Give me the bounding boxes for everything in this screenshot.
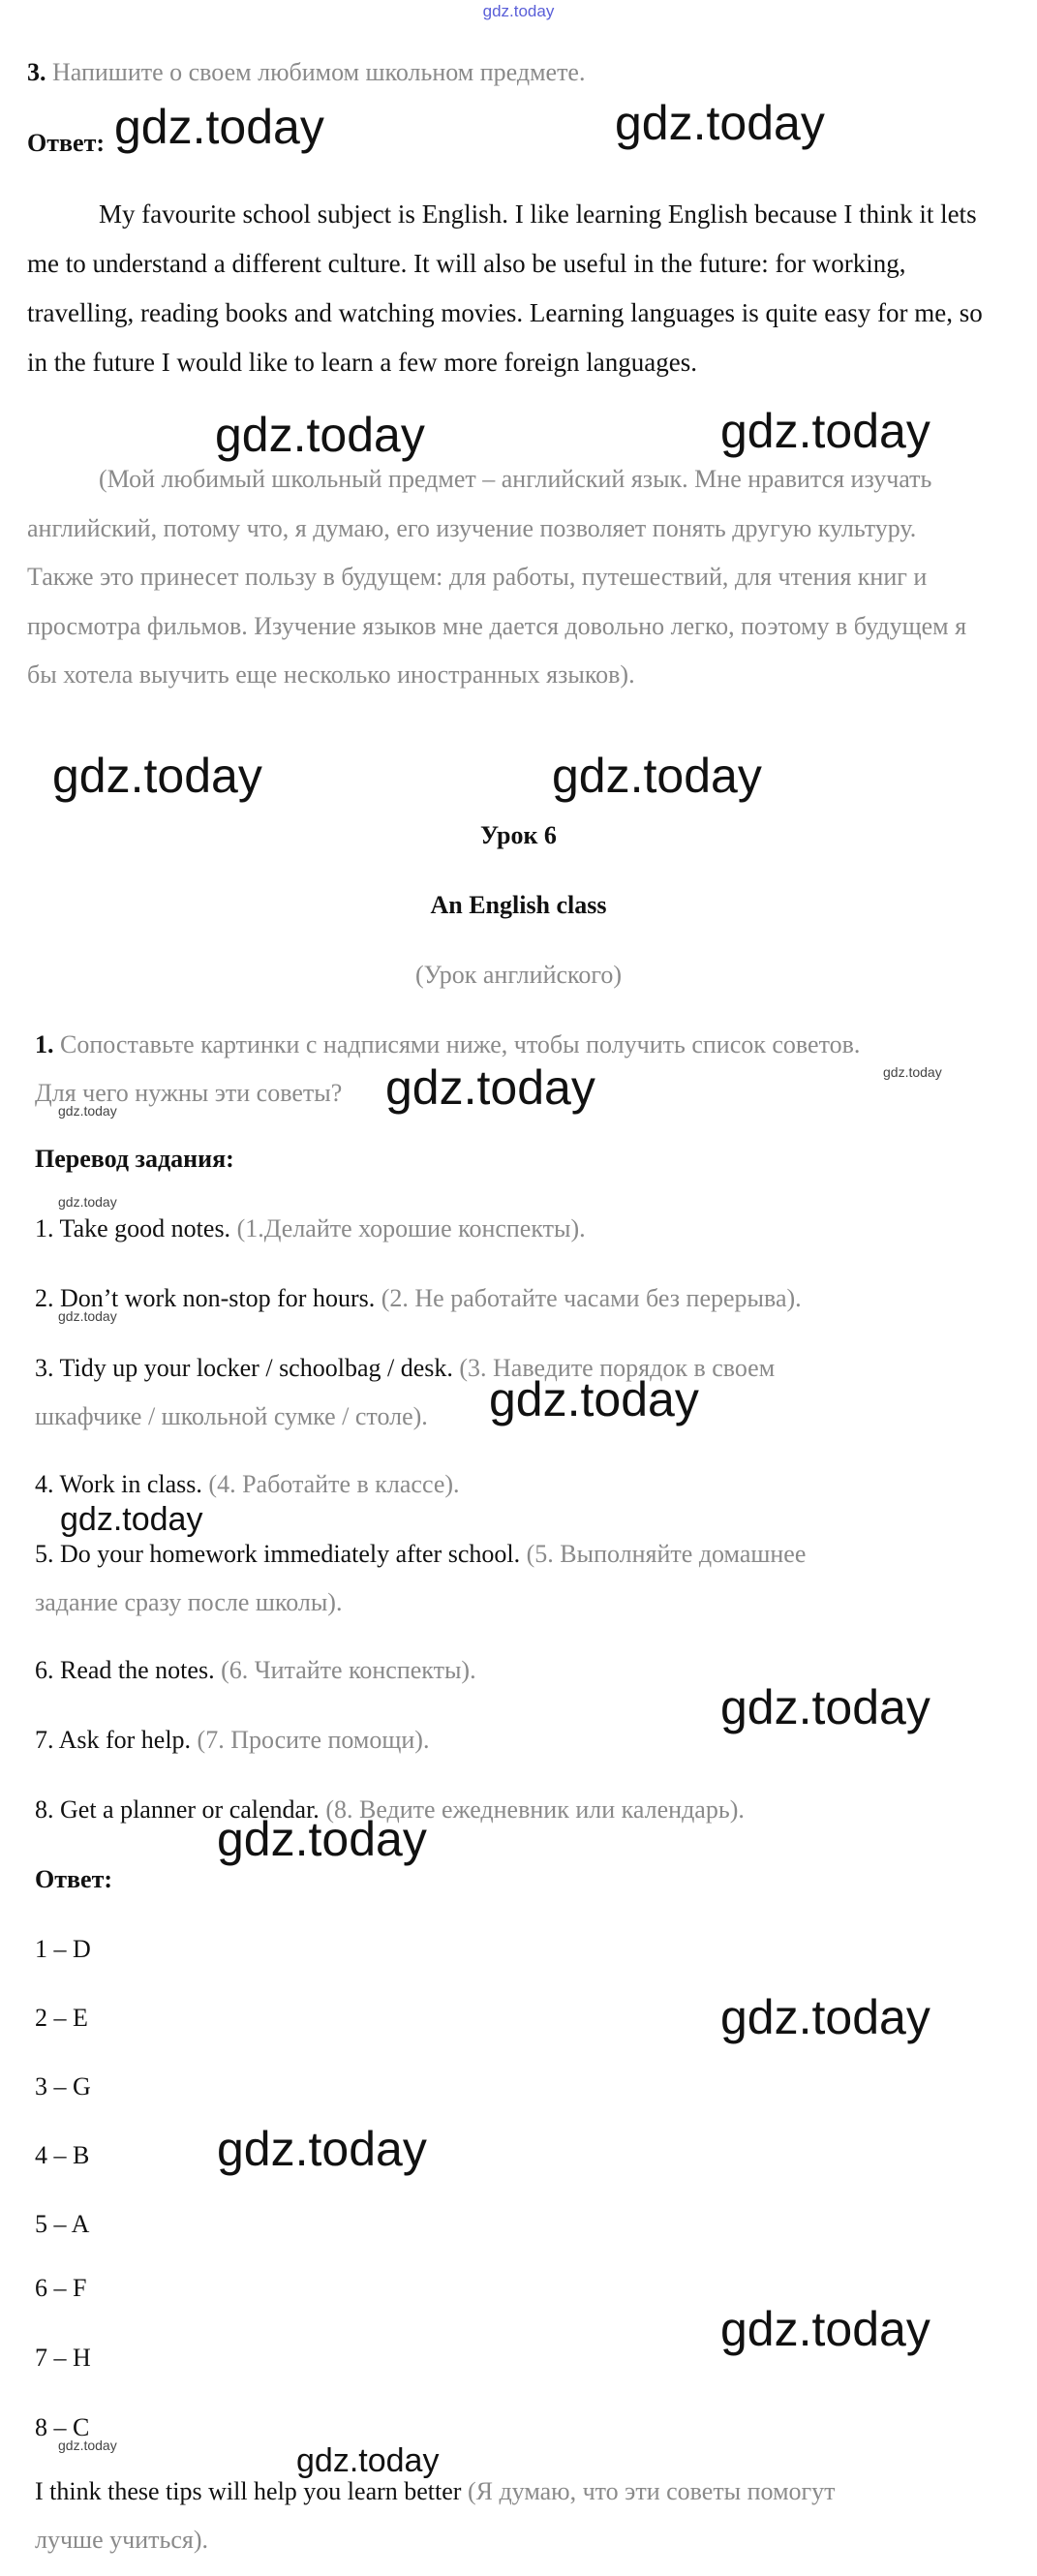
conclusion-en: I think these tips will help you learn better	[35, 2477, 462, 2505]
watermark: gdz.today	[217, 2122, 427, 2176]
answer-item: 5 – A	[35, 2210, 90, 2238]
tip-ru: (2. Не работайте часами без перерыва).	[375, 1284, 802, 1312]
task3-prompt	[27, 56, 585, 89]
watermark: gdz.today	[215, 408, 425, 462]
tip-ru: (7. Просите помощи).	[191, 1726, 430, 1754]
watermark: gdz.today	[217, 1812, 427, 1866]
answer-item: 3 – G	[35, 2072, 91, 2101]
tip-en: 6. Read the notes.	[35, 1656, 215, 1684]
watermark: gdz.today	[720, 1680, 930, 1734]
watermark: gdz.today	[720, 404, 930, 458]
tip-ru: (4. Работайте в классе).	[201, 1470, 460, 1498]
watermark: gdz.today	[615, 96, 825, 150]
tip-en: 1. Take good notes.	[35, 1214, 231, 1242]
tip-item-1	[35, 1212, 586, 1245]
task1-conclusion	[35, 2475, 836, 2508]
tip-ru: (3. Наведите порядок в своем	[452, 1354, 776, 1382]
watermark: gdz.today	[720, 1990, 930, 2044]
tip-item-4	[35, 1468, 460, 1501]
task3-prompt-text: Напишите о своем любимом школьном предмете.	[52, 58, 586, 86]
conclusion-ru: (Я думаю, что эти советы помогут	[461, 2477, 836, 2505]
watermark: gdz.today	[52, 749, 262, 803]
tip-ru: (1.Делайте хорошие конспекты).	[230, 1214, 586, 1242]
lesson-title: Урок 6	[480, 821, 557, 849]
tip-item-5	[35, 1538, 806, 1571]
answer-item: 4 – B	[35, 2141, 90, 2169]
answer-item: 1 – D	[35, 1935, 91, 1963]
task1-number: 1.	[35, 1030, 54, 1058]
tip-en: 8. Get a planner or calendar.	[35, 1795, 320, 1824]
task1-translation-label: Перевод задания:	[35, 1145, 234, 1173]
tip-item-2	[35, 1282, 802, 1315]
tip-en: 3. Tidy up your locker / schoolbag / desk.	[35, 1354, 453, 1382]
answer-item: 8 – C	[35, 2413, 90, 2441]
watermark: gdz.today	[114, 100, 324, 154]
task1-prompt-line1: Сопоставьте картинки с надписями ниже, чтобы получить список советов.	[60, 1030, 861, 1058]
tip-en: 5. Do your homework immediately after school.	[35, 1540, 521, 1568]
lesson-subtitle-ru: (Урок английского)	[414, 961, 623, 989]
site-header-link[interactable]: gdz.today	[482, 2, 555, 20]
tip-item-5-continued: задание сразу после школы).	[35, 1588, 343, 1616]
tip-ru: (5. Выполняйте домашнее	[520, 1540, 807, 1568]
tip-item-3-continued: шкафчике / школьной сумке / столе).	[35, 1402, 428, 1430]
task3-russian-paragraph: (Мой любимый школьный предмет – английский язык. Мне нравится изучать английский, потому что, я думаю, его изучение позволяет понять другую культуру. Также это принесет пользу в будущем: для работы, путешествий, для чтения книг и просмотра фильмов. Изучение языков мне дается довольно легко, поэтому в будущем я бы хотела выучить еще несколько иностранных языков).	[27, 465, 967, 689]
tip-en: 7. Ask for help.	[35, 1726, 192, 1754]
watermark: gdz.today	[58, 1103, 117, 1119]
task1-prompt	[35, 1028, 860, 1061]
watermark: gdz.today	[883, 1064, 942, 1080]
watermark: gdz.today	[489, 1372, 699, 1426]
task1-conclusion-continued: лучше учиться).	[35, 2526, 208, 2554]
answer-item: 2 – E	[35, 2004, 88, 2032]
watermark: gdz.today	[58, 1308, 117, 1324]
task1-prompt-line2: Для чего нужны эти советы?	[35, 1079, 343, 1107]
tip-en: 2. Don’t work non-stop for hours.	[35, 1284, 376, 1312]
watermark: gdz.today	[60, 1501, 203, 1538]
tip-en: 4. Work in class.	[35, 1470, 202, 1498]
tip-item-7	[35, 1724, 429, 1757]
watermark: gdz.today	[385, 1060, 595, 1115]
answer-item: 7 – H	[35, 2344, 91, 2372]
lesson-subtitle: An English class	[430, 891, 607, 919]
tip-ru: (6. Читайте конспекты).	[214, 1656, 476, 1684]
watermark: gdz.today	[58, 1194, 117, 1210]
task3-number: 3.	[27, 58, 46, 86]
watermark: gdz.today	[58, 2438, 117, 2453]
tip-ru: (8. Ведите ежедневник или календарь).	[319, 1795, 745, 1824]
task1-answer-label: Ответ:	[35, 1865, 113, 1893]
answer-item: 6 – F	[35, 2274, 87, 2302]
task3-english-paragraph: My favourite school subject is English. I like learning English because I think it lets me to understand a different culture. It will also be useful in the future: for working, travelling, reading books and watching movies. Learning languages is quite easy for me, so in the future I would like to learn a few more foreign languages.	[27, 199, 983, 377]
tip-item-6	[35, 1654, 476, 1687]
watermark: gdz.today	[552, 749, 762, 803]
watermark: gdz.today	[720, 2302, 930, 2356]
task3-answer-label: Ответ:	[27, 129, 106, 157]
watermark: gdz.today	[296, 2442, 440, 2479]
